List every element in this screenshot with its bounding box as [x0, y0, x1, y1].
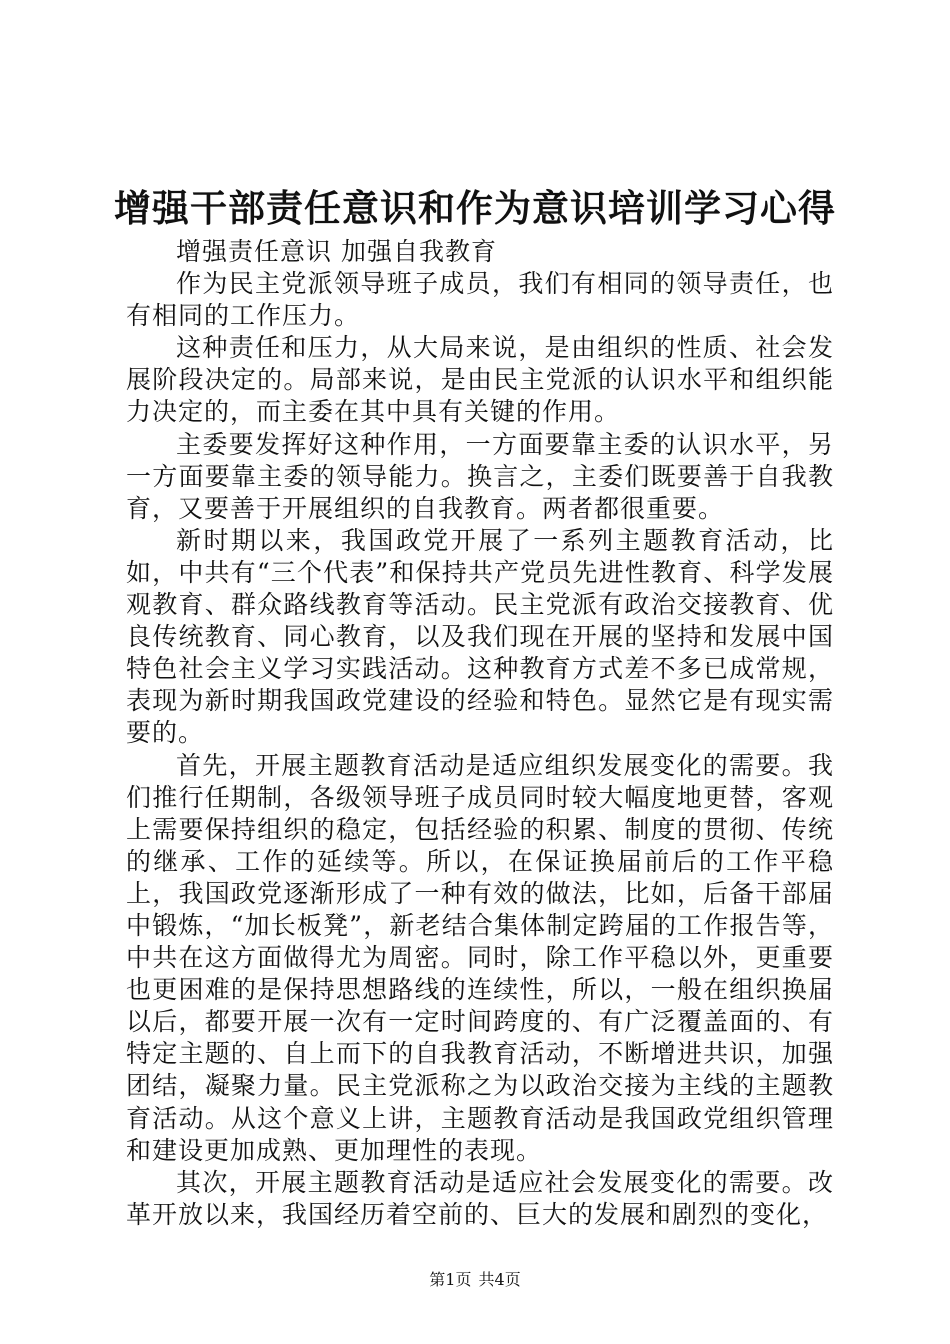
document-title: 增强干部责任意识和作为意识培训学习心得: [114, 187, 836, 230]
body-paragraph: 主委要发挥好这种作用，一方面要靠主委的认识水平，另一方面要靠主委的领导能力。换言之，主委们既要善于自我教育，又要善于开展组织的自我教育。两者都很重要。: [126, 429, 834, 523]
body-paragraph: 作为民主党派领导班子成员，我们有相同的领导责任，也有相同的工作压力。: [126, 269, 834, 331]
page-total: 共4页: [478, 1270, 521, 1289]
page-number: 第1页: [429, 1270, 472, 1289]
body-paragraph: 新时期以来，我国政党开展了一系列主题教育活动，比如，中共有“三个代表”和保持共产党员先进性教育、科学发展观教育、群众路线教育等活动。民主党派有政治交接教育、优良传统教育、同心教育，以及我们现在开展的坚持和发展中国特色社会主义学习实践活动。这种教育方式差不多已成常规，表现为新时期我国政党建设的经验和特色。显然它是有现实需要的。: [126, 525, 834, 748]
subtitle-paragraph: 增强责任意识 加强自我教育: [176, 237, 497, 266]
body-paragraph: 首先，开展主题教育活动是适应组织发展变化的需要。我们推行任期制，各级领导班子成员同时较大幅度地更替，客观上需要保持组织的稳定，包括经验的积累、制度的贯彻、传统的继承、工作的延续等。所以，在保证换届前后的工作平稳上，我国政党逐渐形成了一种有效的做法，比如，后备干部届中锻炼，“加长板凳”，新老结合集体制定跨届的工作报告等，中共在这方面做得尤为周密。同时，除工作平稳以外，更重要也更困难的是保持思想路线的连续性，所以，一般在组织换届以后，都要开展一次有一定时间跨度的、有广泛覆盖面的、有特定主题的、自上而下的自我教育活动，不断增进共识，加强团结，凝聚力量。民主党派称之为以政治交接为主线的主题教育活动。从这个意义上讲，主题教育活动是我国政党组织管理和建设更加成熟、更加理性的表现。: [126, 750, 834, 1165]
body-paragraph: 其次，开展主题教育活动是适应社会发展变化的需要。改革开放以来，我国经历着空前的、巨大的发展和剧烈的变化，: [126, 1167, 834, 1229]
page-footer: [0, 1270, 950, 1290]
document-body: [126, 236, 834, 1231]
body-paragraph: 这种责任和压力，从大局来说，是由组织的性质、社会发展阶段决定的。局部来说，是由民主党派的认识水平和组织能力决定的，而主委在其中具有关键的作用。: [126, 333, 834, 427]
